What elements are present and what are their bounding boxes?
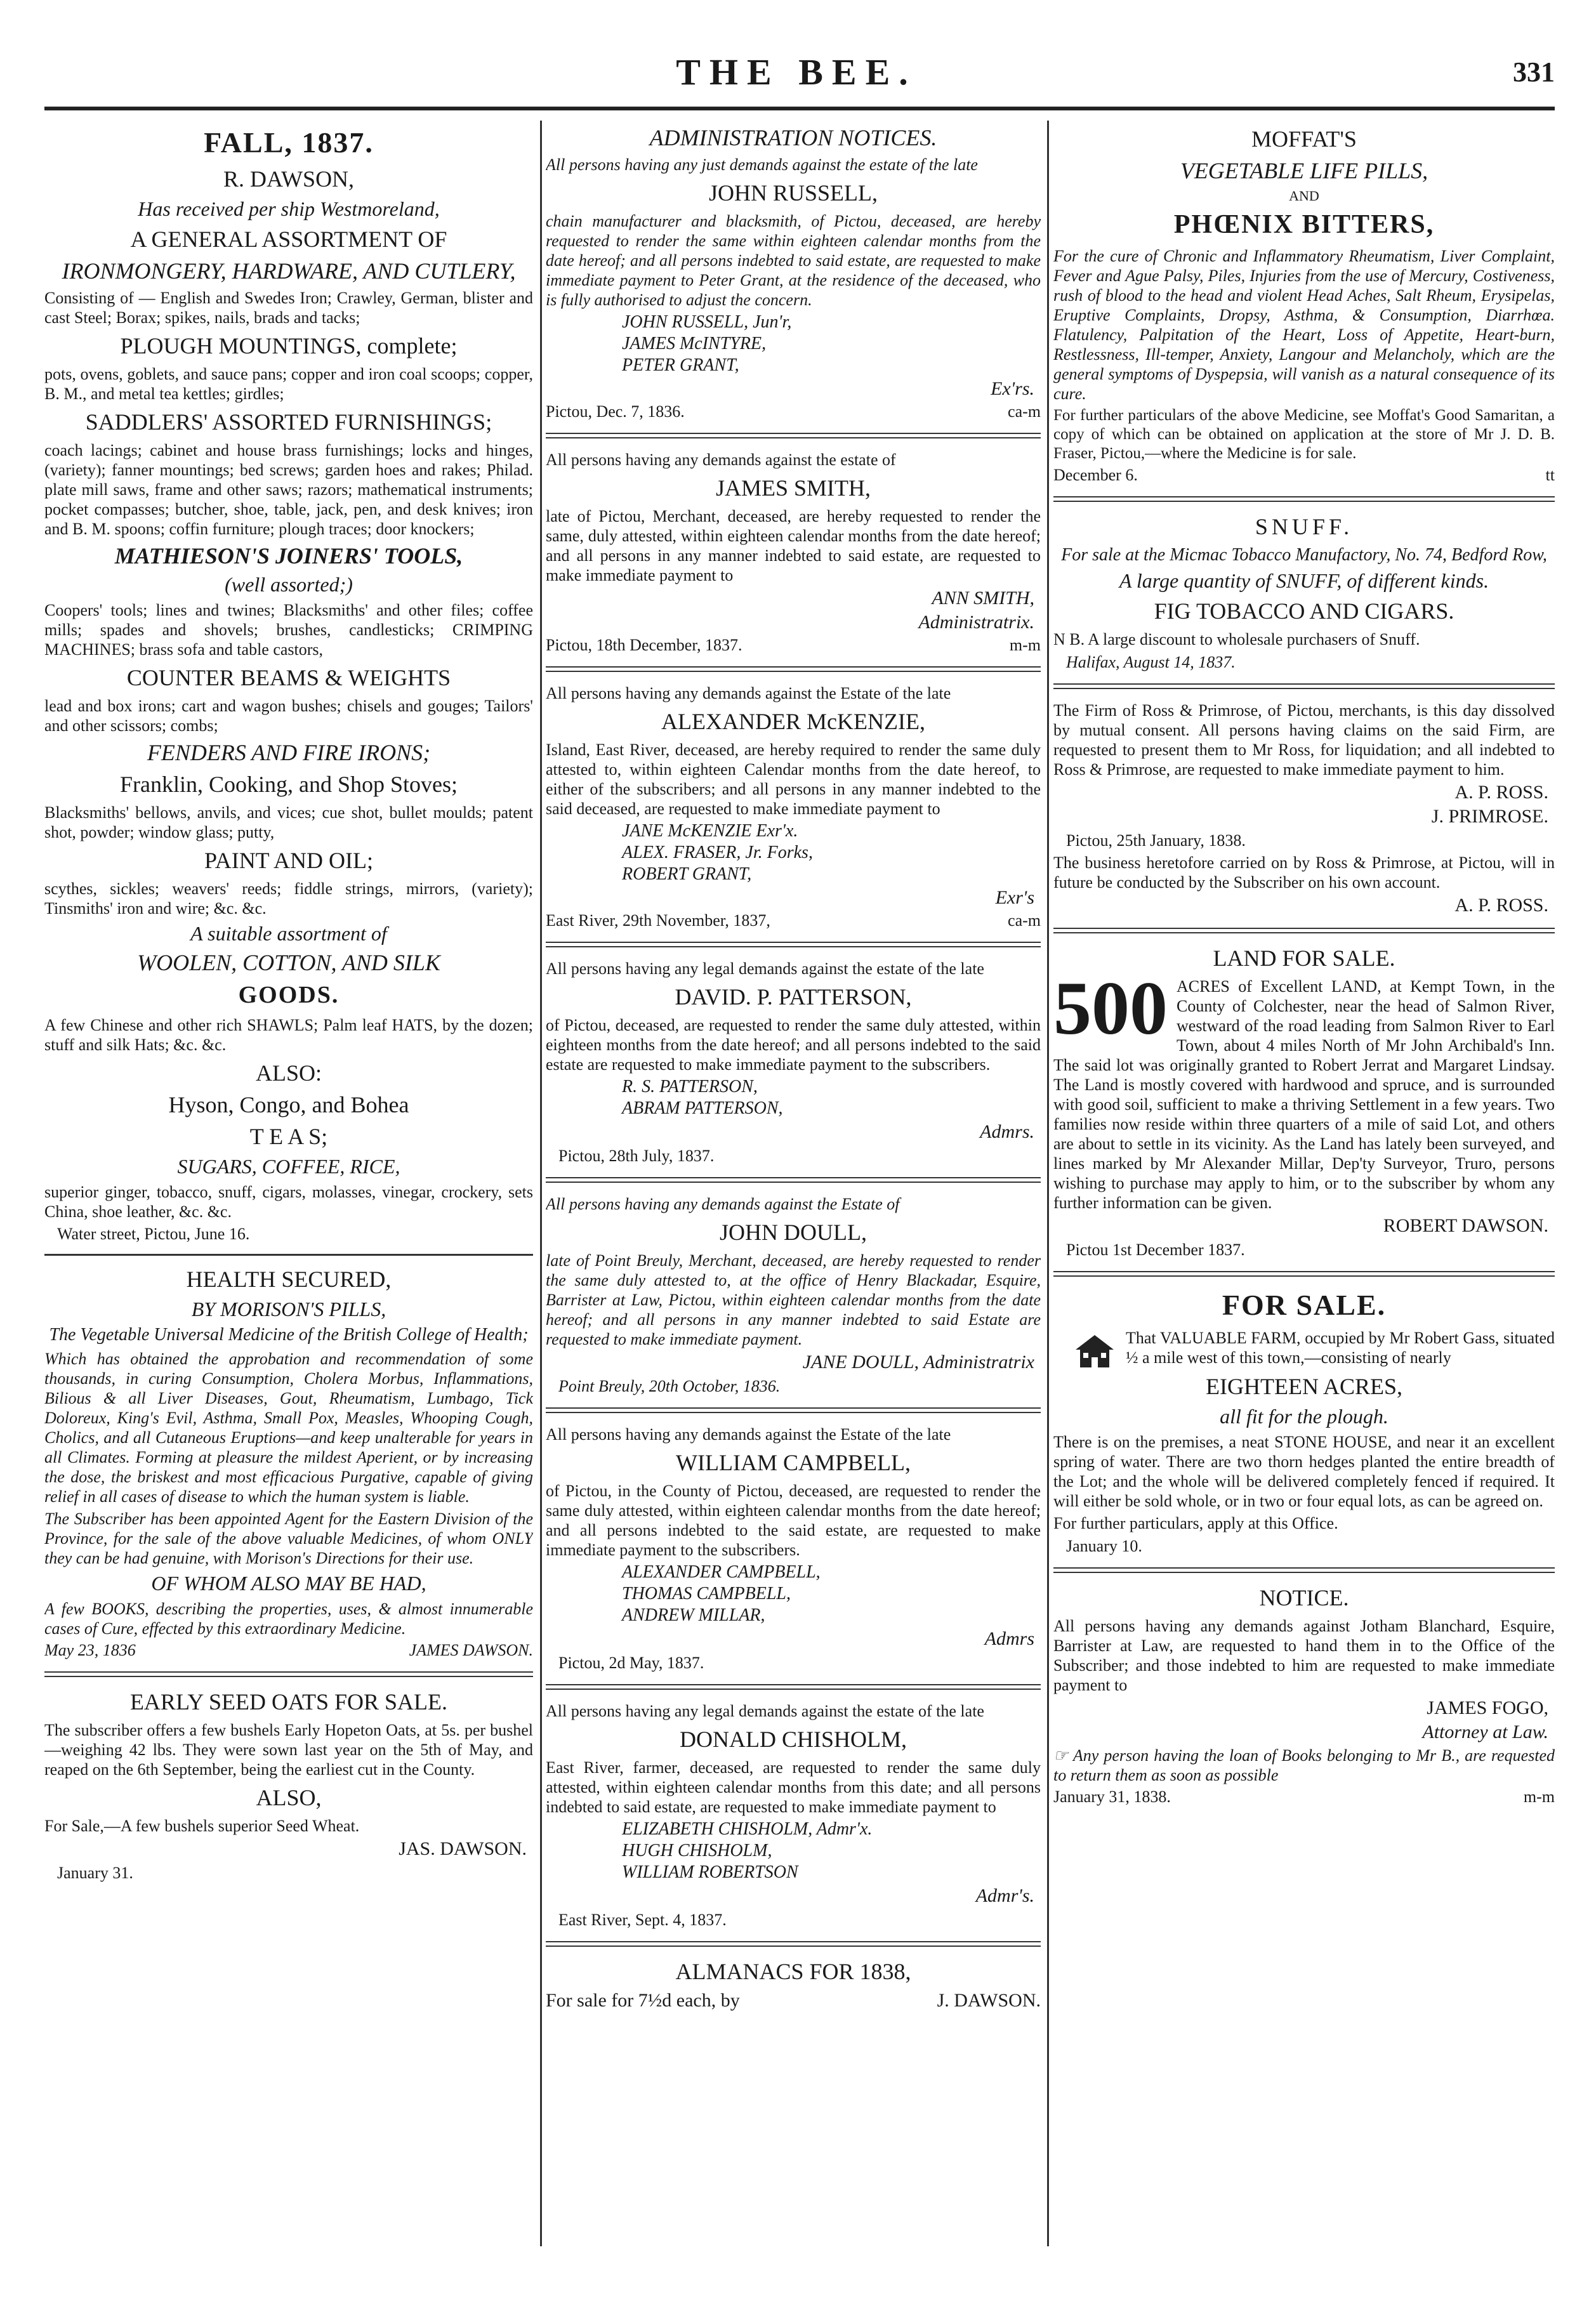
notice-intro: All persons having any demands against the Estate of <box>546 1195 900 1213</box>
ad-heading: ALMANACS FOR 1838, <box>675 1959 911 1984</box>
ad-date-line <box>1053 466 1555 485</box>
notice-chisholm <box>546 1701 1041 1930</box>
ad-line: all fit for the plough. <box>1220 1405 1388 1428</box>
divider <box>546 942 1041 947</box>
ad-line: A suitable assortment of <box>190 922 387 945</box>
notice-signature: ANDREW MILLAR, <box>622 1605 765 1625</box>
ad-paragraph: That VALUABLE FARM, occupied by Mr Robert Gass, situated ½ a mile west of this town,—consisting of nearly <box>1126 1329 1555 1367</box>
column-3 <box>1053 121 1555 2215</box>
snuff-advertisement <box>1053 513 1555 672</box>
ad-line: (well assorted;) <box>225 573 353 596</box>
notice-name: DONALD CHISHOLM, <box>680 1727 907 1752</box>
ad-line: T E A S; <box>249 1124 328 1149</box>
ad-line: Franklin, Cooking, and Shop Stoves; <box>119 772 458 797</box>
ad-footer: Water street, Pictou, June 16. <box>57 1225 250 1243</box>
ad-heading: NOTICE. <box>1259 1585 1349 1610</box>
ad-paragraph: coach lacings; cabinet and house brass furnishings; locks and hinges, (variety); fanner mountings; bed screws; garden hoes and rakes; Philad. plate mill saws, frame and other saws; razors; mathematical instruments; pocket compasses; butcher, shoe, table, jack, pen, and desk knives; iron and B. M. spoons; coffin furniture; plough traces; door knockers; <box>44 441 533 538</box>
newspaper-title: THE BEE. <box>676 51 917 93</box>
divider <box>546 1407 1041 1413</box>
ad-text: For sale for 7½d each, by <box>546 1990 740 2011</box>
ad-line: FENDERS AND FIRE IRONS; <box>147 740 431 765</box>
fogo-notice <box>1053 1584 1555 1807</box>
ad-line: GOODS. <box>238 982 340 1008</box>
notice-signature: R. S. PATTERSON, <box>622 1077 758 1096</box>
ad-paragraph: superior ginger, tobacco, snuff, cigars, molasses, vinegar, crockery, sets China, shoe leather, &c. &c. <box>44 1183 533 1221</box>
ad-paragraph: The Subscriber has been appointed Agent for the Eastern Division of the Province, for the sale of the above valuable Medicines, of whom ONLY they can be had genuine, with Morison's Directions for their use. <box>44 1510 533 1567</box>
notice-intro: All persons having any demands against the Estate of the late <box>546 684 951 702</box>
notice-paragraph: of Pictou, in the County of Pictou, deceased, are requested to render the same duly attested, within eighteen calendar months from the date hereof; and all persons indebted to the said estate, are requested to make immediate payment to the subscribers. <box>546 1482 1041 1559</box>
ad-paragraph: N B. A large discount to wholesale purchasers of Snuff. <box>1053 630 1420 649</box>
notice-date-line <box>1053 1788 1555 1807</box>
ad-paragraph: For Sale,—A few bushels superior Seed Wheat. <box>44 1817 360 1835</box>
notice-name: JOHN RUSSELL, <box>708 180 878 206</box>
notice-intro: All persons having any demands against the estate of <box>546 451 896 469</box>
ad-line: A GENERAL ASSORTMENT OF <box>130 227 447 252</box>
notice-role: Exr's <box>995 887 1034 908</box>
notice-signature: WILLIAM ROBERTSON <box>622 1862 798 1882</box>
notice-date: Pictou, 25th January, 1838. <box>1066 831 1246 850</box>
ad-line: SUGARS, COFFEE, RICE, <box>177 1155 400 1178</box>
ad-paragraph: Blacksmiths' bellows, anvils, and vices; cue shot, bullet moulds; patent shot, powder; window glass; putty, <box>44 803 533 841</box>
section-heading: ADMINISTRATION NOTICES. <box>649 125 937 150</box>
ad-line: PHŒNIX BITTERS, <box>1173 210 1435 239</box>
notice-signature: JOHN RUSSELL, Jun'r, <box>622 312 792 332</box>
notice-code: ca-m <box>1008 911 1041 930</box>
notice-signature: JAMES McINTYRE, <box>622 334 767 353</box>
notice-date: Point Breuly, 20th October, 1836. <box>558 1377 781 1395</box>
ad-line: PAINT AND OIL; <box>204 848 374 873</box>
notice-intro: All persons having any legal demands against the estate of the late <box>546 1702 984 1720</box>
divider <box>546 1684 1041 1690</box>
ad-date: May 23, 1836 <box>44 1641 136 1659</box>
morison-pills-advertisement <box>44 1266 533 1660</box>
column-2 <box>546 121 1041 2215</box>
notice-role: Admr's. <box>975 1885 1034 1906</box>
ad-heading: LAND FOR SALE. <box>1213 945 1395 971</box>
moffat-advertisement <box>1053 126 1555 485</box>
ad-heading: HEALTH SECURED, <box>186 1267 392 1292</box>
notice-role: Administratrix. <box>918 612 1034 633</box>
land-for-sale-advertisement <box>1053 945 1555 1260</box>
notice-role: Ex'rs. <box>991 378 1034 399</box>
divider <box>44 1254 533 1256</box>
page-number: 331 <box>1513 56 1555 88</box>
notice-date: January 31, 1838. <box>1053 1788 1171 1806</box>
ad-date: January 31. <box>57 1864 133 1882</box>
notice-paragraph: late of Pictou, Merchant, deceased, are hereby requested to render the same, duly attested, within eighteen calendar months from the date hereof; and all persons in any manner indebted to said estate, are requested to make immediate payment to <box>546 507 1041 584</box>
notice-date: Pictou, 18th December, 1837. <box>546 636 742 654</box>
notice-paragraph: chain manufacturer and blacksmith, of Pictou, deceased, are hereby requested to render the same within eighteen calendar months from the date hereof; and all persons indebted to said estate, are requested to make immediate payment to Peter Grant, at the residence of the deceased, who is fully authorised to adjust the concern. <box>546 212 1041 309</box>
ad-line: ALSO: <box>255 1060 322 1086</box>
notice-name: DAVID. P. PATTERSON, <box>675 984 912 1010</box>
ad-line: WOOLEN, COTTON, AND SILK <box>137 950 440 975</box>
ad-paragraph: Consisting of — English and Swedes Iron; Crawley, German, blister and cast Steel; Borax; spikes, nails, brads and tacks; <box>44 289 533 327</box>
column-1 <box>44 121 533 2215</box>
notice-date: Pictou, 28th July, 1837. <box>558 1147 715 1165</box>
ad-signature: JAS. DAWSON. <box>399 1838 527 1859</box>
ad-line: COUNTER BEAMS & WEIGHTS <box>126 665 451 690</box>
masthead <box>38 44 1555 102</box>
notice-patterson <box>546 959 1041 1166</box>
ad-paragraph: For the cure of Chronic and Inflammatory Rheumatism, Liver Complaint, Fever and Ague Palsy, Piles, Injuries from the use of Mercury, Costiveness, rush of blood to the head and violent Head Aches, Salt Rheum, Erysipelas, Eruptive Complaints, Dropsy, Asthma, & Consumption, Diarrhœa. Flatulency, Palpitation of the Heart, Loss of Appetite, Heart-burn, Restlessness, Ill-temper, Anxiety, Langour and Melancholy, which are the general symptoms of Dyspepsia, will vanish as a natural consequence of its cure. <box>1053 247 1555 403</box>
notice-signature: JANE McKENZIE Exr'x. <box>622 821 798 841</box>
ad-line: EIGHTEEN ACRES, <box>1206 1374 1402 1399</box>
divider <box>44 1671 533 1677</box>
notice-paragraph: The business heretofore carried on by Ross & Primrose, at Pictou, will in future be conducted by the Subscriber on his own account. <box>1053 853 1555 892</box>
notice-signature: ANN SMITH, <box>932 588 1034 609</box>
ad-signature: ROBERT DAWSON. <box>1383 1215 1548 1236</box>
divider <box>1053 1271 1555 1277</box>
notice-campbell <box>546 1425 1041 1673</box>
notice-paragraph: The Firm of Ross & Primrose, of Pictou, merchants, is this day dissolved by mutual consent. All persons having claims on the said Firm, are requested to present them to Mr Ross, for liquidation; and all indebted to Ross & Primrose, are requested to make immediate payment to him. <box>1053 701 1555 779</box>
column-divider <box>1047 121 1049 2246</box>
ad-line: SADDLERS' ASSORTED FURNISHINGS; <box>85 409 492 435</box>
notice-russell <box>546 155 1041 421</box>
notice-role: Admrs <box>984 1628 1034 1649</box>
notice-signature: J. PRIMROSE. <box>1431 806 1548 827</box>
ad-paragraph: For further particulars of the above Medicine, see Moffat's Good Samaritan, a copy of which can be obtained on application at the store of Mr J. D. B. Fraser, Pictou,—where the Medicine is for sale. <box>1053 407 1555 462</box>
ad-paragraph: ACRES of Excellent LAND, at Kempt Town, in the County of Colchester, near the head of Salmon River, westward of the road leading from Salmon River to Earl Town, about 4 miles North of Mr John Archibald's Inn. The said lot was originally granted to Robert Jerrat and Margaret Lindsay. The Land is mostly covered with hardwood and spruce, and is surrounded with good soil, sufficient to make a thriving Settlement in a few years. Two families now reside within three quarters of a mile of said Lot, and others are about to settle in its vicinity. As the Land has lately been surveyed, and lines marked by Mr Alexander Millar, Dep'ty Surveyor, Truro, persons wishing to purchase may apply to him, or to the subscriber by whom any further information can be given. <box>1053 977 1555 1212</box>
notice-role: Attorney at Law. <box>1422 1722 1548 1742</box>
notice-signature: A. P. ROSS. <box>1454 782 1548 803</box>
ad-paragraph: A few Chinese and other rich SHAWLS; Palm leaf HATS, by the dozen; stuff and silk Hats; &c. &c. <box>44 1016 533 1054</box>
ad-paragraph: For further particulars, apply at this Office. <box>1053 1514 1338 1532</box>
ad-subtitle: Has received per ship Westmoreland, <box>138 197 440 220</box>
notice-signature: THOMAS CAMPBELL, <box>622 1584 791 1603</box>
ad-paragraph: The subscriber offers a few bushels Early Hopeton Oats, at 5s. per bushel—weighing 42 lbs. They were sown last year on the 5th of May, and reaped on the 6th September, being the earliest cut in the County. <box>44 1721 533 1779</box>
notice-date: East River, Sept. 4, 1837. <box>558 1911 727 1929</box>
ad-paragraph: There is on the premises, a neat STONE HOUSE, and near it an excellent spring of water. There are two thorn hedges planted the entire breadth of the Lot; and the whole will be delivered completely fenced if required. It will either be sold whole, or in two or four equal lots, as can be agreed on. <box>1053 1433 1555 1510</box>
divider <box>546 666 1041 672</box>
divider <box>546 1177 1041 1183</box>
notice-name: WILLIAM CAMPBELL, <box>676 1450 911 1475</box>
notice-name: ALEXANDER McKENZIE, <box>661 709 925 734</box>
ad-line: VEGETABLE LIFE PILLS, <box>1180 158 1428 183</box>
ad-line: ALSO, <box>256 1785 322 1810</box>
ad-line: AND <box>1289 188 1319 204</box>
notice-signature: JANE DOULL, Administratrix <box>802 1352 1034 1373</box>
dawson-advertisement <box>44 126 533 1244</box>
notice-paragraph: East River, farmer, deceased, are requested to render the same duly attested, within eighteen calendar months from this date; and all persons indebted to said estate, are requested to make immediate payment to <box>546 1758 1041 1816</box>
books-notice <box>1053 1746 1555 1785</box>
ad-signature: JAMES DAWSON. <box>409 1641 533 1659</box>
notice-paragraph: All persons having any demands against Jotham Blanchard, Esquire, Barrister at Law, are requested to hand them in to the Office of the Subscriber; and those indebted to him are requested to make immediate payment to <box>1053 1617 1555 1694</box>
ad-paragraph: pots, ovens, goblets, and sauce pans; copper and iron coal scoops; copper, B. M., and metal tea kettles; girdles; <box>44 365 533 403</box>
divider <box>546 1941 1041 1947</box>
notice-paragraph: of Pictou, deceased, are requested to render the same duly attested, within eighteen months from the date hereof; and all persons indebted to the said estate are requested to make immediate payment to the subscribers. <box>546 1016 1041 1074</box>
notice-mckenzie <box>546 683 1041 930</box>
ad-line: Hyson, Congo, and Bohea <box>168 1092 409 1117</box>
merchant-name: R. DAWSON, <box>223 166 355 192</box>
notice-signature: ELIZABETH CHISHOLM, Admr'x. <box>622 1819 873 1839</box>
notice-smith <box>546 450 1041 655</box>
ad-date: December 6. <box>1053 466 1138 484</box>
ad-paragraph: Which has obtained the approbation and recommendation of some thousands, in curing Consumption, Cholera Morbus, Inflammations, Bilious & all Liver Diseases, Gout, Rheumatism, Lumbago, Tick Doloreux, King's Evil, Asthma, Small Pox, Measles, Whooping Cough, Cholics, and all Cutaneous Eruptions—and keep unalterable for years in all Climates. Forming at pleasure the mildest Aperient, or by increasing the dose, the briskest and most efficacious Purgative, capable of giving relief in all cases of disease to which the human system is liable. <box>44 1350 533 1506</box>
notice-signature: ROBERT GRANT, <box>622 864 752 884</box>
ad-line: IRONMONGERY, HARDWARE, AND CUTLERY, <box>62 258 516 284</box>
farm-for-sale-advertisement <box>1053 1288 1555 1556</box>
ad-line: The Vegetable Universal Medicine of the British College of Health; <box>49 1325 529 1345</box>
notice-intro: All persons having any demands against the Estate of the late <box>546 1425 951 1444</box>
notice-code: ca-m <box>1008 402 1041 421</box>
ad-heading: SNUFF. <box>1255 514 1354 539</box>
notice-date-line <box>546 402 1041 421</box>
ad-date: January 10. <box>1066 1537 1142 1555</box>
ad-paragraph: scythes, sickles; weavers' reeds; fiddle strings, mirrors, (variety); Tinsmiths' iron and wire; &c. &c. <box>44 879 533 918</box>
notice-signature: ALEX. FRASER, Jr. Forks, <box>622 843 813 862</box>
seed-oats-advertisement <box>44 1689 533 1883</box>
notice-name: JOHN DOULL, <box>720 1220 867 1245</box>
ad-paragraph: A few BOOKS, describing the properties, uses, & almost innumerable cases of Cure, effected by this extraordinary Medicine. <box>44 1600 533 1638</box>
ad-line <box>546 1990 1041 2011</box>
ad-heading: FALL, 1837. <box>204 126 374 159</box>
notice-date: Pictou, Dec. 7, 1836. <box>546 402 685 421</box>
notice-date-line <box>546 636 1041 655</box>
ad-heading: FOR SALE. <box>1222 1289 1387 1321</box>
masthead-rule <box>44 107 1555 110</box>
ad-line: For sale at the Micmac Tobacco Manufactory, No. 74, Bedford Row, <box>1061 545 1547 565</box>
notice-signature: HUGH CHISHOLM, <box>622 1841 772 1860</box>
notice-code: m-m <box>1009 636 1041 654</box>
notice-paragraph: Island, East River, deceased, are hereby required to render the same duly attested to, within eighteen Calendar months from the date hereof, to either of the subscribers; and all persons in any manner indebted to the said deceased, are requested to make immediate payment to <box>546 741 1041 818</box>
ad-signature-line <box>44 1641 533 1660</box>
divider <box>546 433 1041 438</box>
divider <box>1053 683 1555 689</box>
notice-intro: All persons having any just demands against the estate of the late <box>546 155 978 174</box>
ad-signature: J. DAWSON. <box>937 1990 1041 2011</box>
notice-intro: All persons having any legal demands against the estate of the late <box>546 959 984 978</box>
ad-line: MATHIESON'S JOINERS' TOOLS, <box>114 543 463 569</box>
ross-primrose-notice <box>1053 701 1555 916</box>
ad-paragraph: lead and box irons; cart and wagon bushes; chisels and gouges; Tailors' and other scissors; combs; <box>44 697 533 735</box>
notice-signature: ALEXANDER CAMPBELL, <box>622 1562 821 1582</box>
ad-heading: MOFFAT'S <box>1251 126 1357 152</box>
column-divider <box>540 121 542 2246</box>
notice-date: Pictou, 2d May, 1837. <box>558 1654 704 1672</box>
divider <box>1053 928 1555 933</box>
pointing-hand-icon: ☞ <box>1053 1746 1073 1765</box>
almanacs-advertisement <box>546 1958 1041 2011</box>
ad-date: Halifax, August 14, 1837. <box>1066 653 1236 671</box>
notice-text: Any person having the loan of Books belonging to Mr B., are requested to return them as soon as possible <box>1053 1746 1555 1784</box>
notice-date-line <box>546 911 1041 930</box>
ad-date: Pictou 1st December 1837. <box>1066 1241 1245 1259</box>
ad-subtitle: BY MORISON'S PILLS, <box>191 1298 386 1320</box>
notice-code: m-m <box>1523 1788 1555 1806</box>
ad-paragraph: Coopers' tools; lines and twines; Blacksmiths' and other files; coffee mills; spades and shovels; brushes, candlesticks; CRIMPING MACHINES; brass sofa and table castors, <box>44 601 533 659</box>
notice-signature: ABRAM PATTERSON, <box>622 1098 783 1118</box>
notice-name: JAMES SMITH, <box>715 475 871 501</box>
acreage-number: 500 <box>1053 966 1168 1050</box>
ad-line: FIG TOBACCO AND CIGARS. <box>1154 598 1454 624</box>
notice-signature: JAMES FOGO, <box>1427 1697 1548 1718</box>
ad-heading: EARLY SEED OATS FOR SALE. <box>129 1689 448 1715</box>
divider <box>1053 1567 1555 1573</box>
ad-code: tt <box>1545 466 1555 484</box>
notice-role: Admrs. <box>980 1121 1034 1142</box>
notice-signature: PETER GRANT, <box>622 355 739 375</box>
ad-line: OF WHOM ALSO MAY BE HAD, <box>151 1572 426 1595</box>
notice-date: East River, 29th November, 1837, <box>546 911 770 930</box>
notice-doull <box>546 1194 1041 1396</box>
house-icon <box>1072 1332 1117 1373</box>
ad-line: PLOUGH MOUNTINGS, complete; <box>120 333 458 359</box>
notice-signature: A. P. ROSS. <box>1454 895 1548 916</box>
ad-line: A large quantity of SNUFF, of different kinds. <box>1119 569 1489 592</box>
divider <box>1053 496 1555 502</box>
notice-paragraph: late of Point Breuly, Merchant, deceased, are hereby requested to render the same duly attested to, at the office of Henry Blackadar, Esquire, Barrister at Law, Pictou, within eighteen calendar months from the date hereof; and all persons in any manner indebted to said Estate are requested to make immediate payment. <box>546 1251 1041 1348</box>
